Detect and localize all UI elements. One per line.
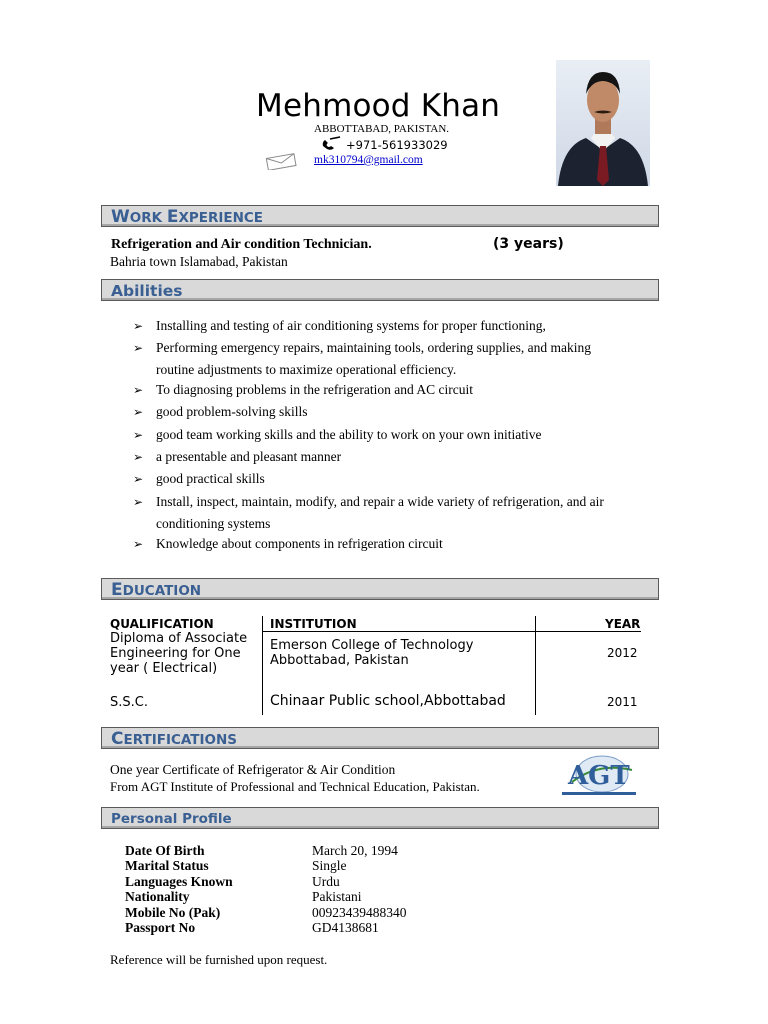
bullet-icon: ➢ <box>133 383 144 397</box>
bullet-icon: ➢ <box>133 495 144 509</box>
profile-value: March 20, 1994 <box>312 843 398 858</box>
education-qualification: Diploma of Associate Engineering for One year ( Electrical) <box>110 631 248 676</box>
profile-value: 00923439488340 <box>312 905 407 920</box>
abilities-heading: Abilities <box>101 279 659 301</box>
reference-note: Reference will be furnished upon request. <box>110 952 328 967</box>
personal-profile-heading: Personal Profile <box>101 807 659 829</box>
profile-value: Urdu <box>312 874 340 889</box>
ability-item: Performing emergency repairs, maintaining tools, ordering supplies, and making <box>156 340 592 355</box>
bullet-icon: ➢ <box>133 537 144 551</box>
education-header-institution: INSTITUTION <box>270 617 357 631</box>
email-link[interactable]: mk310794@gmail.com <box>314 154 423 166</box>
education-qualification: S.S.C. <box>110 695 148 710</box>
job-title: Refrigeration and Air condition Technician. <box>111 237 372 252</box>
profile-label: Date Of Birth <box>125 843 205 858</box>
table-divider <box>535 616 536 715</box>
bullet-icon: ➢ <box>133 405 144 419</box>
ability-item: good problem-solving skills <box>156 404 308 419</box>
certificate-institute: From AGT Institute of Professional and Technical Education, Pakistan. <box>110 779 480 794</box>
bullet-icon: ➢ <box>133 472 144 486</box>
bullet-icon: ➢ <box>133 319 144 333</box>
ability-item: Knowledge about components in refrigeration circuit <box>156 536 443 551</box>
profile-label: Passport No <box>125 920 196 935</box>
education-year: 2011 <box>607 695 638 709</box>
address: ABBOTTABAD, PAKISTAN. <box>314 123 450 135</box>
ability-item-continued: routine adjustments to maximize operational efficiency. <box>156 362 457 377</box>
job-duration: (3 years) <box>493 236 564 252</box>
profile-label: Marital Status <box>125 858 209 873</box>
agt-logo <box>558 752 640 800</box>
phone-number: +971-561933029 <box>346 138 448 152</box>
education-header-year: YEAR <box>605 617 641 631</box>
education-institution: Chinaar Public school,Abbottabad <box>270 693 506 709</box>
profile-label: Languages Known <box>125 874 233 889</box>
job-location: Bahria town Islamabad, Pakistan <box>110 254 288 269</box>
table-divider <box>262 616 263 715</box>
profile-label: Nationality <box>125 889 190 904</box>
ability-item: Install, inspect, maintain, modify, and repair a wide variety of refrigeration, and air <box>156 494 604 509</box>
table-rule <box>262 631 641 632</box>
education-heading: EDUCATION <box>101 578 659 600</box>
ability-item: a presentable and pleasant manner <box>156 449 342 464</box>
education-year: 2012 <box>607 646 638 660</box>
profile-value: GD4138681 <box>312 920 379 935</box>
ability-item: Installing and testing of air conditioning systems for proper functioning, <box>156 318 546 333</box>
bullet-icon: ➢ <box>133 428 144 442</box>
work-experience-heading: WORK EXPERIENCE <box>101 205 659 227</box>
bullet-icon: ➢ <box>133 341 144 355</box>
ability-item: To diagnosing problems in the refrigeration and AC circuit <box>156 382 473 397</box>
education-header-qualification: QUALIFICATION <box>110 617 214 631</box>
envelope-icon <box>264 153 298 170</box>
phone-icon <box>321 136 341 150</box>
ability-item: good team working skills and the ability to work on your own initiative <box>156 427 542 442</box>
profile-value: Pakistani <box>312 889 362 904</box>
agt-logo-text: AGT <box>568 761 630 791</box>
certificate-title: One year Certificate of Refrigerator & Air Condition <box>110 762 396 777</box>
profile-label: Mobile No (Pak) <box>125 905 221 920</box>
candidate-name: Mehmood Khan <box>256 88 501 124</box>
ability-item: good practical skills <box>156 471 265 486</box>
certifications-heading: CERTIFICATIONS <box>101 727 659 749</box>
profile-photo <box>556 60 650 186</box>
profile-value: Single <box>312 858 347 873</box>
bullet-icon: ➢ <box>133 450 144 464</box>
ability-item-continued: conditioning systems <box>156 516 271 531</box>
education-institution: Emerson College of Technology Abbottabad, Pakistan <box>270 638 474 668</box>
